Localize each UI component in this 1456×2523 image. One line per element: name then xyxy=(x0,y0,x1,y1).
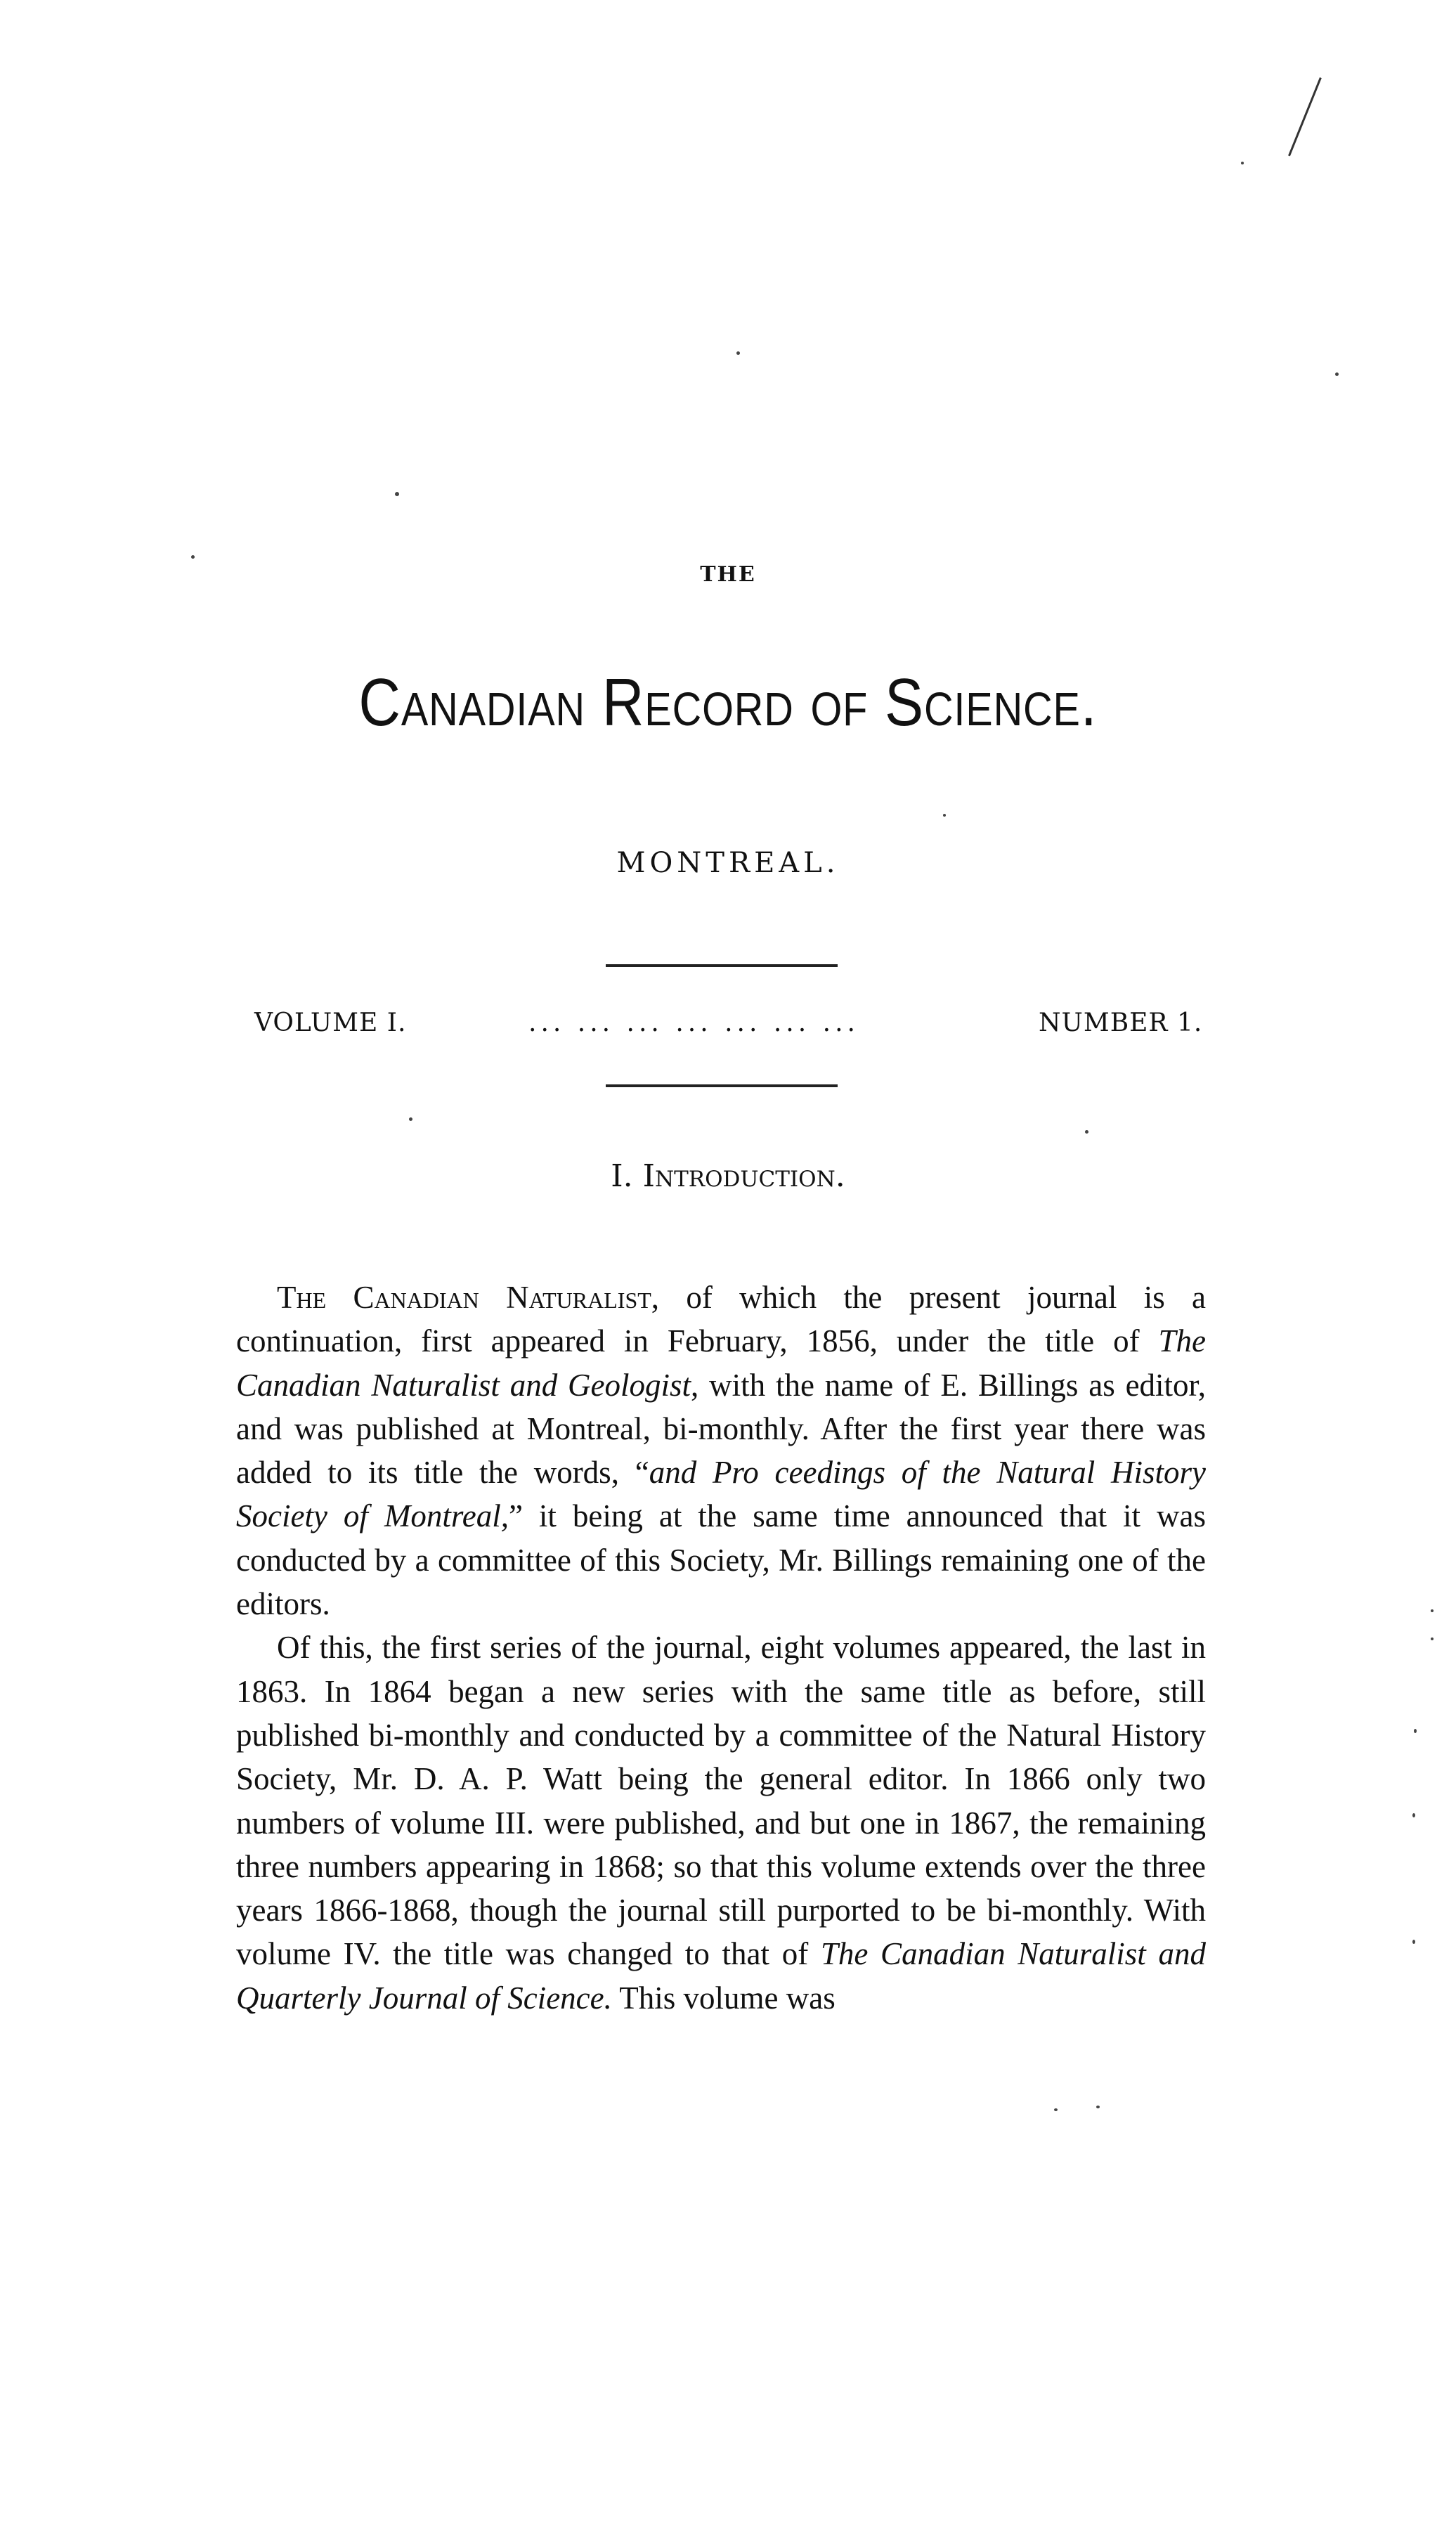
text-segment: Of this, the first series of the journal, eight volumes appeared, the last in 1863. In 1864 began a new series with the same title as before, still published bi-monthly and conducted by a committee of the Natural History Society, Mr. D. A. P. Watt being the general editor. In 1866 only two numbers of volume III. were published, and but one in 1867, the remaining three numbers appearing in 1868; so that this volume extends over the three years 1866-1868, though the journal still purported to be bi-monthly. With volume IV. the title was changed to that of xyxy=(236,1630,1206,1972)
text-segment: The Canadian Naturalist and Quarterly Journal of Science. xyxy=(236,1936,1206,2016)
scan-speck xyxy=(1412,1940,1415,1944)
scan-speck xyxy=(1085,1130,1088,1134)
text-segment: The Canadian Naturalist and Geologist xyxy=(236,1323,1206,1403)
paragraph-1 xyxy=(236,1276,1206,1626)
leader-dots: ... ... ... ... ... ... ... xyxy=(528,1008,859,1037)
scan-speck xyxy=(1431,1609,1434,1612)
pen-mark xyxy=(1288,77,1322,156)
scan-speck xyxy=(191,555,195,559)
publication-city: MONTREAL. xyxy=(616,847,840,879)
number-label: NUMBER 1. xyxy=(1039,1008,1203,1037)
body-text xyxy=(236,1276,1206,2020)
text-segment: This volume was xyxy=(611,1980,836,2016)
scan-speck xyxy=(1096,2106,1100,2108)
text-segment: , with the name of E. Billings as editor, and was published at Montreal, bi-monthly. After the first year there was added to its title the words, “ xyxy=(236,1367,1206,1491)
scan-speck xyxy=(943,814,946,817)
scan-speck xyxy=(1241,162,1244,164)
scan-speck xyxy=(1414,1729,1417,1733)
scan-speck xyxy=(1431,1637,1434,1640)
bottom-rule xyxy=(606,1084,838,1087)
title-article: THE xyxy=(700,562,756,587)
scan-speck xyxy=(409,1117,412,1121)
scan-speck xyxy=(736,351,740,355)
text-segment: , of which the present journal is a continuation, first appeared in February, 1856, under the title of xyxy=(236,1280,1206,1359)
top-rule xyxy=(606,964,838,967)
section-heading: I. Introduction. xyxy=(611,1158,845,1194)
scan-speck xyxy=(395,492,399,496)
text-segment: The Canadian Naturalist xyxy=(277,1280,651,1315)
text-segment: ” it being at the same time announced that it was conducted by a committee of this Society, Mr. Billings remaining one of the editors. xyxy=(236,1498,1207,1622)
journal-title: Canadian Record of Science. xyxy=(358,665,1098,740)
scan-speck xyxy=(1054,2108,1058,2111)
scan-speck xyxy=(1412,1813,1415,1817)
paragraph-2 xyxy=(236,1626,1206,2020)
volume-label: VOLUME I. xyxy=(254,1008,407,1037)
scan-speck xyxy=(1335,372,1339,376)
text-segment: and Pro ceedings of the Natural History Society of Montreal, xyxy=(236,1455,1206,1534)
